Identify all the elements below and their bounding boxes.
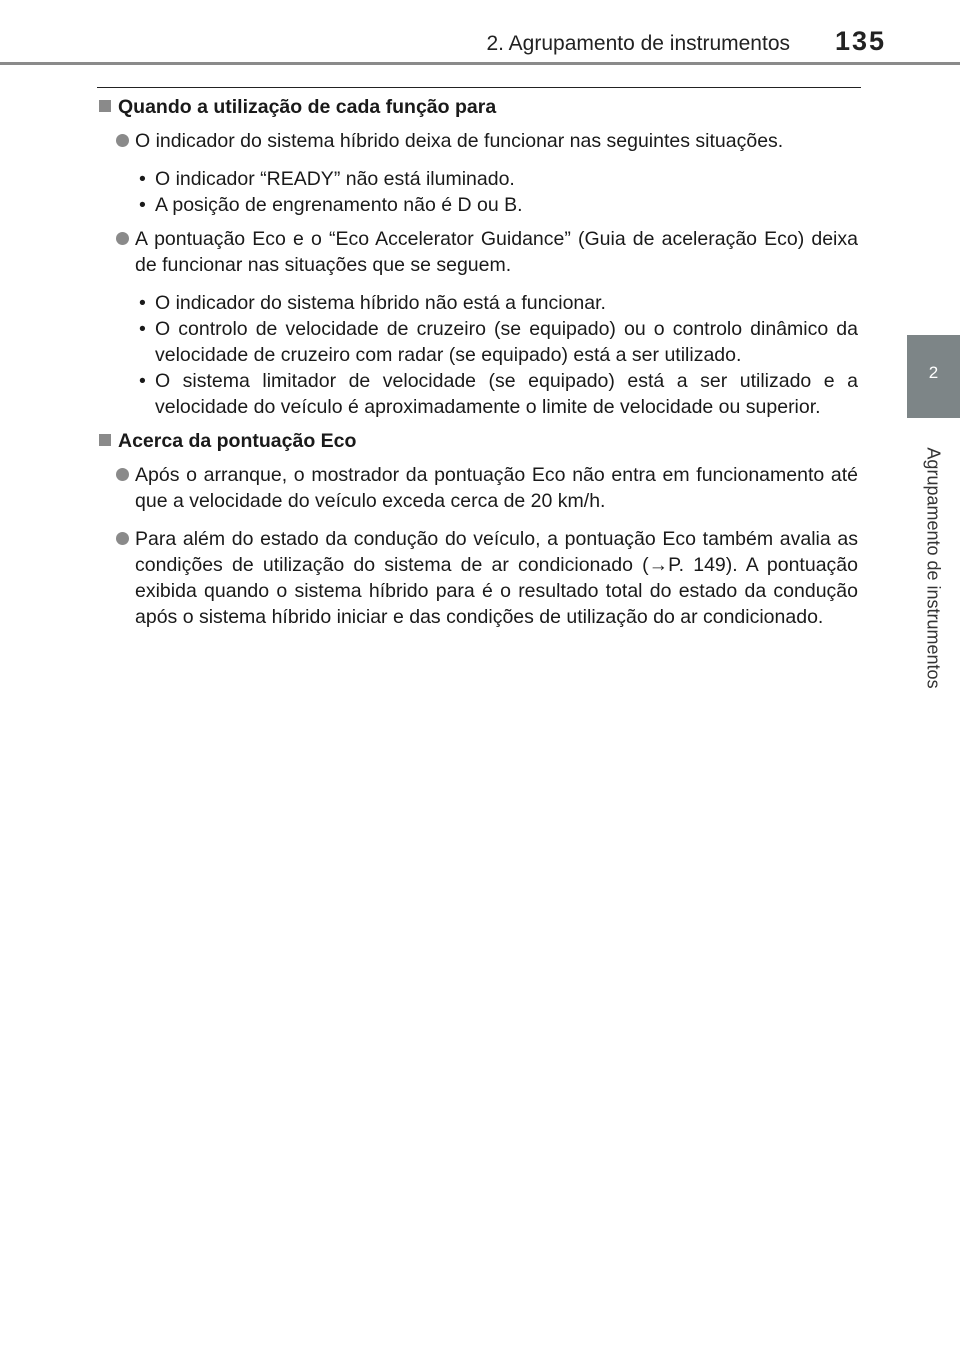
item-text: A pontuação Eco e o “Eco Accelerator Guidance” (Guia de aceleração Eco) deixa de funcionar nas situações que se seguem. <box>135 228 858 276</box>
square-bullet-icon <box>99 434 111 446</box>
circle-bullet-icon <box>116 134 129 147</box>
sub-list <box>98 290 858 420</box>
circle-bullet-icon <box>116 468 129 481</box>
list-item <box>98 462 858 514</box>
sub-item-text: O controlo de velocidade de cruzeiro (se equipado) ou o controlo dinâmico da velocidade de cruzeiro com radar (se equipado) está a ser utilizado. <box>155 318 858 366</box>
page-header <box>0 0 960 65</box>
page-content <box>98 94 858 642</box>
chapter-label: Agrupamento de instrumentos <box>923 447 944 689</box>
section-divider <box>97 87 861 88</box>
item-text: O indicador do sistema híbrido deixa de funcionar nas seguintes situações. <box>135 130 784 152</box>
sub-list-item <box>98 368 858 420</box>
heading-text: Quando a utilização de cada função para <box>118 96 497 118</box>
page-number: 135 <box>834 26 886 56</box>
bullet-dot-icon: • <box>139 318 146 340</box>
square-bullet-icon <box>99 100 111 112</box>
sub-item-text: O sistema limitador de velocidade (se equipado) está a ser utilizado e a velocidade do veículo é aproximadamente o limite de velocidade ou superior. <box>155 370 858 418</box>
item-text: Após o arranque, o mostrador da pontuação Eco não entra em funcionamento até que a velocidade do veículo exceda cerca de 20 km/h. <box>135 464 858 512</box>
list-item <box>98 526 858 630</box>
sub-list-item <box>98 192 858 218</box>
bullet-dot-icon: • <box>139 194 146 216</box>
bullet-dot-icon: • <box>139 292 146 314</box>
chapter-tab <box>907 335 960 418</box>
section-heading-usage <box>98 94 858 120</box>
sub-list-item <box>98 166 858 192</box>
sub-list <box>98 166 858 218</box>
sub-item-text: A posição de engrenamento não é D ou B. <box>155 194 523 216</box>
heading-text: Acerca da pontuação Eco <box>118 430 357 452</box>
sub-item-text: O indicador “READY” não está iluminado. <box>155 168 515 190</box>
circle-bullet-icon <box>116 532 129 545</box>
circle-bullet-icon <box>116 232 129 245</box>
sub-list-item <box>98 316 858 368</box>
item-text: Para além do estado da condução do veículo, a pontuação Eco também avalia as condições de utilização do sistema de ar condicionado (→P. 149). A pontuação exibida quando o sistema híbrido para é o resultado total do estado da condução após o sistema híbrido iniciar e das condições de utilização do ar condicionado. <box>135 528 858 628</box>
header-title: 2. Agrupamento de instrumentos <box>486 32 790 55</box>
chapter-number: 2 <box>928 363 939 382</box>
bullet-dot-icon: • <box>139 370 146 392</box>
section-heading-eco-score <box>98 428 858 454</box>
sub-item-text: O indicador do sistema híbrido não está a funcionar. <box>155 292 606 314</box>
bullet-dot-icon: • <box>139 168 146 190</box>
sub-list-item <box>98 290 858 316</box>
list-item <box>98 128 858 154</box>
list-item <box>98 226 858 278</box>
